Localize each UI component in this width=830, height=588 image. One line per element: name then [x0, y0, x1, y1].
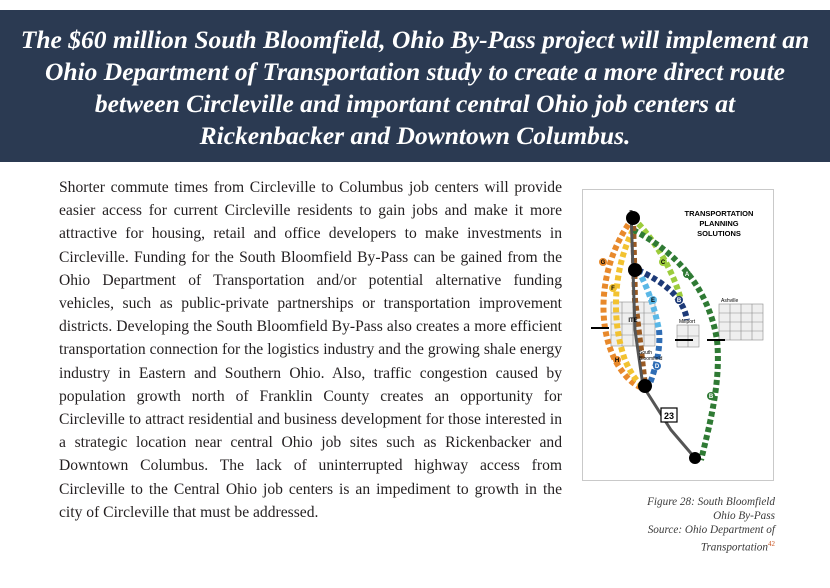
bypass-map — [583, 190, 773, 480]
caption-line-3: Source: Ohio Department of — [647, 524, 775, 536]
node-end — [689, 452, 701, 464]
caption-source: Transportation — [700, 541, 768, 554]
alt-label-f: F — [611, 286, 615, 292]
caption-line-2: Ohio By-Pass — [713, 510, 775, 522]
label-ashville: Ashville — [721, 298, 739, 304]
bypass-map-figure — [582, 189, 774, 481]
alt-label-e: E — [650, 298, 656, 304]
figure-caption — [600, 495, 775, 555]
node-north — [626, 211, 640, 225]
ashville-grid — [719, 304, 763, 340]
alt-label-g: G — [600, 260, 606, 266]
node-south — [638, 379, 652, 393]
caption-line-1: Figure 28: South Bloomfield — [647, 496, 775, 508]
label-bloomfield: Bloomfield — [639, 356, 663, 362]
body-paragraph: Shorter commute times from Circleville to Columbus job centers will provide easier access for current Circleville residents to gain jobs and make it more attractive for housing, retail and office developers to make investments in Circleville. Funding for the South Bloomfield By-Pass can be gained from the Ohio Department of Transportation and/or potential alternative funding vehicles, such as public-private partnerships or transportation improvement districts. Developing the South Bloomfield By-Pass also creates a more efficient transportation connection for the logistics industry and the growing shale energy industry in Eastern and Southern Ohio. Also, traffic congestion caused by population growth north of Franklin County creates an opportunity for Circleville to attract residential and business development for those interested in a strategic location near central Ohio job sites such as Rickenbacker and Downtown Columbus. The lack of uninterrupted highway access from Circleville to the Central Ohio job centers is an impediment to growth in the city of Circleville that must be addressed. — [59, 179, 562, 521]
footnote-marker: 42 — [768, 540, 775, 548]
map-title-line3: SOLUTIONS — [697, 229, 741, 238]
alt-label-h: H — [614, 358, 620, 364]
caption-line-4 — [600, 537, 775, 555]
alt-label-c: C — [660, 260, 666, 266]
alt-label-d: D — [654, 364, 660, 370]
headline-banner — [0, 10, 830, 162]
route-23-label: 23 — [663, 411, 675, 421]
node-mid — [628, 263, 642, 277]
map-title-line2: PLANNING — [699, 219, 739, 228]
headline-text: The $60 million South Bloomfield, Ohio By-Pass project will implement an Ohio Department of Transportation study to create a more direct route between Circleville and important central Ohio job centers at Rickenbacker and Downtown Columbus. — [20, 25, 810, 150]
label-ite: ITE — [628, 318, 638, 324]
label-millport: Millport — [679, 319, 696, 325]
alt-label-b-south: B — [708, 394, 714, 400]
map-title-line1: TRANSPORTATION — [684, 209, 754, 218]
millport-grid — [677, 325, 699, 347]
alt-label-b-north: B — [676, 298, 682, 304]
alt-label-a: A — [684, 272, 690, 278]
label-south: South — [639, 350, 653, 356]
